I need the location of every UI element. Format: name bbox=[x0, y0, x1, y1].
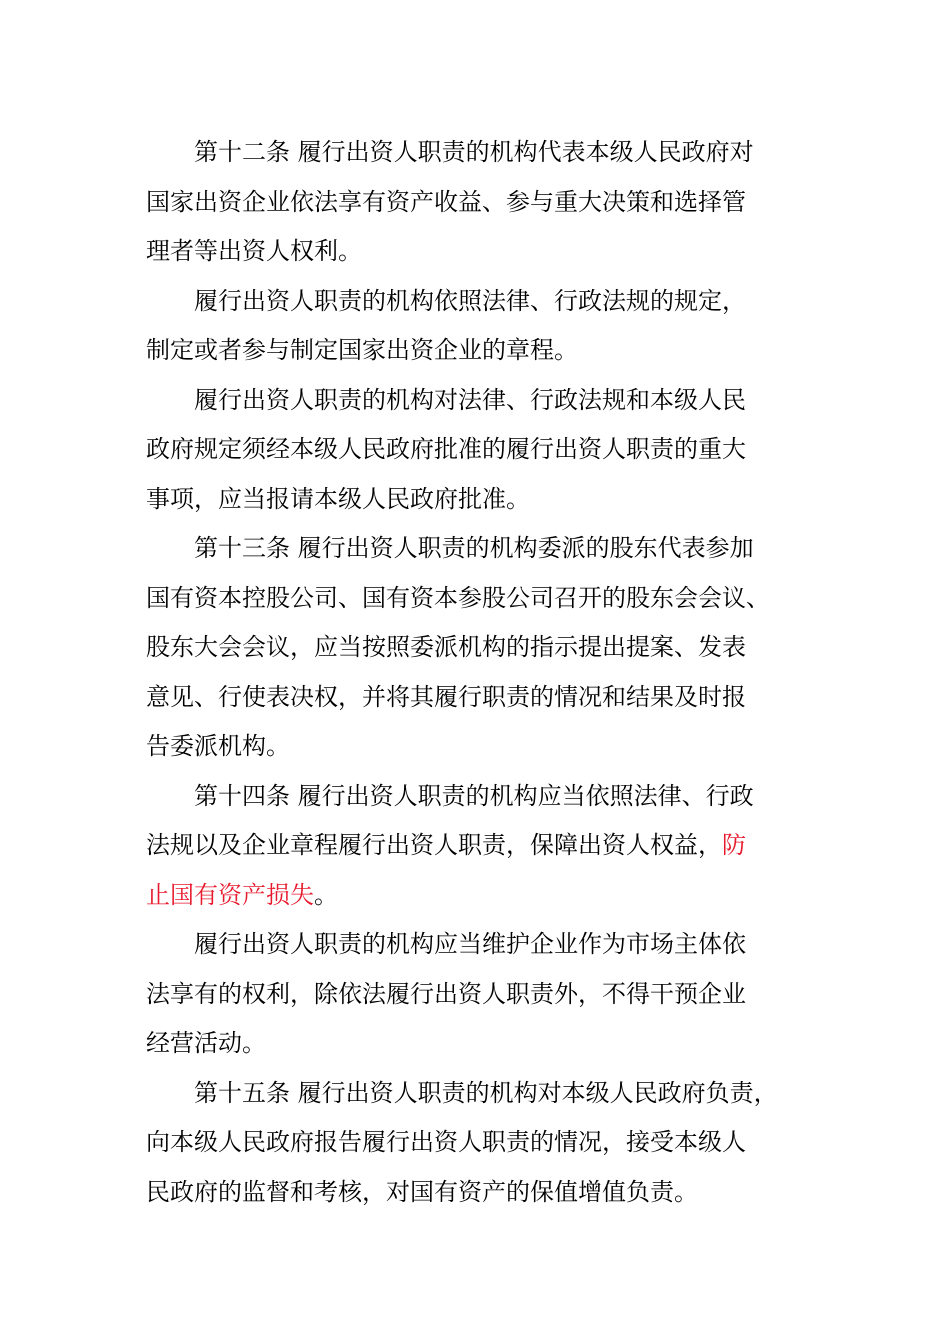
article-15-paragraph bbox=[146, 1069, 812, 1218]
text-line bbox=[146, 821, 812, 871]
text-segment: 。 bbox=[314, 880, 338, 909]
text-line: 股东大会会议，应当按照委派机构的指示提出提案、发表 bbox=[146, 633, 746, 661]
article-12-paragraph bbox=[146, 128, 812, 277]
text-line: 民政府的监督和考核，对国有资产的保值增值负责。 bbox=[146, 1177, 698, 1206]
article-14-paragraph bbox=[146, 772, 812, 921]
text-line: 事项，应当报请本级人民政府批准。 bbox=[146, 484, 530, 513]
text-line: 第十二条 履行出资人职责的机构代表本级人民政府对 bbox=[194, 138, 754, 166]
text-line: 理者等出资人权利。 bbox=[146, 237, 362, 265]
text-line: 经营活动。 bbox=[146, 1029, 266, 1057]
text-line: 国有资本控股公司、国有资本参股公司召开的股东会会议、 bbox=[146, 583, 770, 612]
text-line: 法享有的权利，除依法履行出资人职责外，不得干预企业 bbox=[146, 979, 746, 1008]
text-line: 第十三条 履行出资人职责的机构委派的股东代表参加 bbox=[194, 534, 754, 562]
text-line: 履行出资人职责的机构应当维护企业作为市场主体依 bbox=[194, 930, 746, 958]
text-line: 向本级人民政府报告履行出资人职责的情况，接受本级人 bbox=[146, 1128, 746, 1156]
article-13-paragraph bbox=[146, 524, 812, 772]
text-line bbox=[146, 871, 812, 921]
text-line: 制定或者参与制定国家出资企业的章程。 bbox=[146, 336, 578, 364]
text-line: 第十四条 履行出资人职责的机构应当依照法律、行政 bbox=[194, 781, 754, 810]
text-line: 意见、行使表决权，并将其履行职责的情况和结果及时报 bbox=[146, 682, 746, 711]
highlighted-text: 防 bbox=[722, 831, 746, 859]
text-line: 国家出资企业依法享有资产收益、参与重大决策和选择管 bbox=[146, 187, 746, 216]
text-line: 政府规定须经本级人民政府批准的履行出资人职责的重大 bbox=[146, 435, 746, 463]
article-14-clause-2-paragraph bbox=[146, 920, 812, 1069]
text-line: 第十五条 履行出资人职责的机构对本级人民政府负责， bbox=[194, 1078, 778, 1107]
text-segment: 法规以及企业章程履行出资人职责，保障出资人权益， bbox=[146, 831, 722, 859]
article-12-clause-3-paragraph bbox=[146, 376, 812, 525]
text-line: 履行出资人职责的机构对法律、行政法规和本级人民 bbox=[194, 385, 746, 414]
article-12-clause-2-paragraph bbox=[146, 277, 812, 376]
text-line: 履行出资人职责的机构依照法律、行政法规的规定， bbox=[194, 286, 746, 315]
document-page bbox=[146, 128, 812, 1217]
text-line: 告委派机构。 bbox=[146, 732, 290, 760]
highlighted-text: 止国有资产损失 bbox=[146, 880, 314, 909]
